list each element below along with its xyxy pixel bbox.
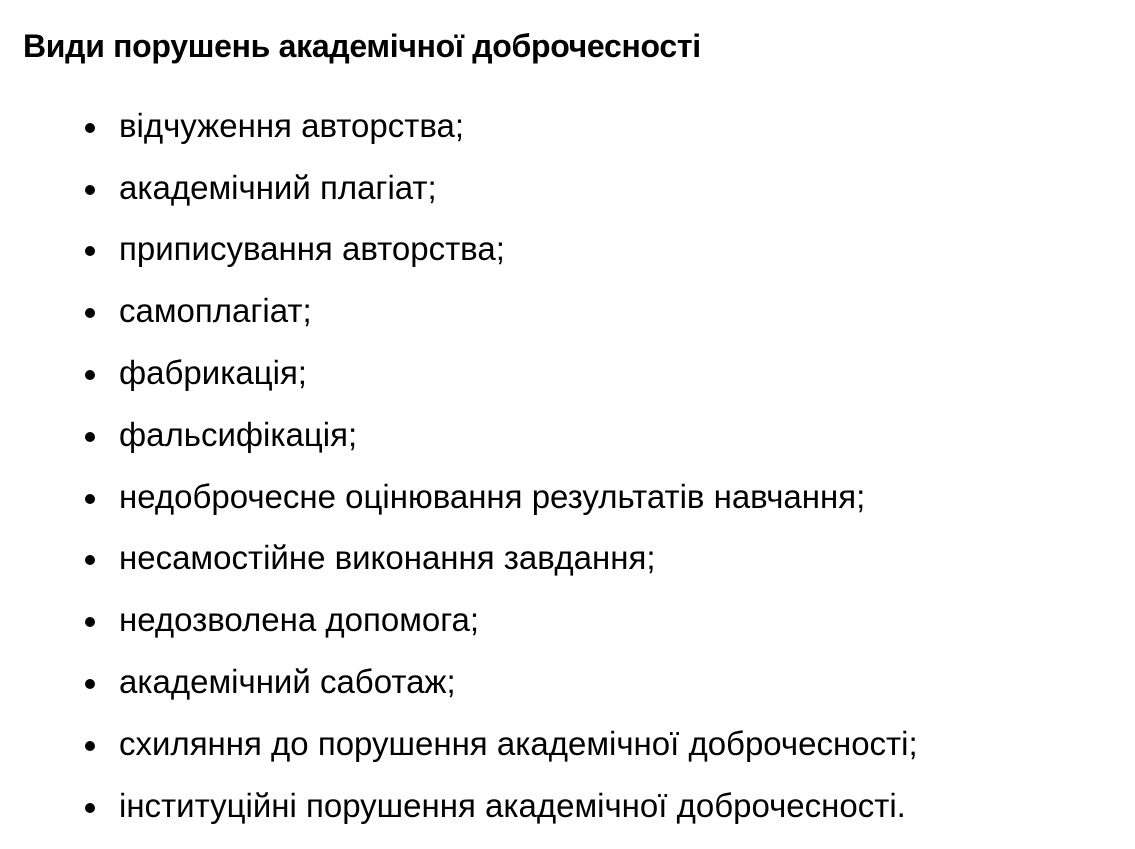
list-item-label: інституційні порушення академічної доброчесності. xyxy=(119,786,906,824)
bullet-icon xyxy=(85,370,95,380)
bullet-icon xyxy=(85,803,95,813)
list-item-label: фабрикація; xyxy=(119,354,307,392)
page-title: Види порушень академічної доброчесності xyxy=(23,28,701,64)
list-item-label: академічний плагіат; xyxy=(119,168,437,206)
bullet-icon xyxy=(85,679,95,689)
list-item-label: фальсифікація; xyxy=(119,415,358,453)
list-item-label: приписування авторства; xyxy=(119,230,505,268)
bullet-icon xyxy=(85,308,95,318)
list-item-label: схиляння до порушення академічної доброчесності; xyxy=(119,724,918,762)
bullet-icon xyxy=(85,246,95,256)
bullet-icon xyxy=(85,123,95,133)
list-item-label: відчуження авторства; xyxy=(119,106,465,144)
list-item-label: академічний саботаж; xyxy=(119,663,456,701)
bullet-icon xyxy=(85,555,95,565)
bullet-icon xyxy=(85,185,95,195)
list-item-label: недозволена допомога; xyxy=(119,601,480,639)
bullet-icon xyxy=(85,741,95,751)
bullet-icon xyxy=(85,432,95,442)
list-item-label: недоброчесне оцінювання результатів навчання; xyxy=(119,477,866,515)
list-item-label: несамостійне виконання завдання; xyxy=(119,539,656,577)
bullet-icon xyxy=(85,617,95,627)
bullet-icon xyxy=(85,494,95,504)
list-item-label: самоплагіат; xyxy=(119,292,312,330)
